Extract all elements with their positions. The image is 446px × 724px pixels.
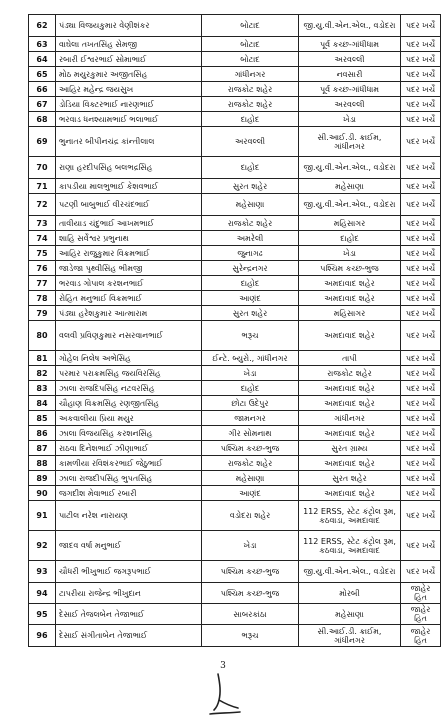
row-number: 87 xyxy=(29,441,56,456)
row-number: 72 xyxy=(29,194,56,216)
table-row xyxy=(29,261,441,276)
from-location: સાબરકાંઠા xyxy=(202,604,299,625)
employee-name: ડોડિયા વિક્ટરભાઈ નારણભાઈ xyxy=(56,97,202,112)
transfer-type: પદર ખર્ચે xyxy=(401,381,441,396)
to-location: મહેસાણા xyxy=(299,179,401,194)
to-location: સી.આઈ.ડી. ક્રાઈમ, ગાંધીનગર xyxy=(299,127,401,157)
row-number: 80 xyxy=(29,321,56,351)
to-location: મહેસાણા xyxy=(299,604,401,625)
transfer-type: પદર ખર્ચે xyxy=(401,52,441,67)
to-location: ખેડા xyxy=(299,246,401,261)
from-location: સુરત શહેર xyxy=(202,306,299,321)
table-row xyxy=(29,246,441,261)
from-location: આણંદ xyxy=(202,486,299,501)
to-location: પૂર્વ કચ્છ-ગાંધીધામ xyxy=(299,82,401,97)
row-number: 96 xyxy=(29,625,56,647)
employee-name: તાવીયાડ ચંદુભાઈ આખમભાઈ xyxy=(56,216,202,231)
from-location: દાહોદ xyxy=(202,276,299,291)
transfer-type: પદર ખર્ચે xyxy=(401,37,441,52)
table-row xyxy=(29,531,441,561)
from-location: ભરૂચ xyxy=(202,321,299,351)
row-number: 90 xyxy=(29,486,56,501)
table-row xyxy=(29,411,441,426)
from-location: ગીર સોમનાથ xyxy=(202,426,299,441)
from-location: ગાંધીનગર xyxy=(202,67,299,82)
employee-name: ઝાલા રાજદીપસિંહ ભુપતસિંહ xyxy=(56,471,202,486)
row-number: 66 xyxy=(29,82,56,97)
from-location: વડોદરા શહેર xyxy=(202,501,299,531)
row-number: 64 xyxy=(29,52,56,67)
transfer-type: પદર ખર્ચે xyxy=(401,321,441,351)
transfer-type: પદર ખર્ચે xyxy=(401,486,441,501)
row-number: 91 xyxy=(29,501,56,531)
transfer-type: જાહેર હિત xyxy=(401,583,441,604)
transfer-type: પદર ખર્ચે xyxy=(401,67,441,82)
to-location: સુરત શહેર xyxy=(299,471,401,486)
table-row xyxy=(29,291,441,306)
signature-icon xyxy=(204,670,244,718)
employee-name: રોહિત મનુભાઈ વિક્રમભાઈ xyxy=(56,291,202,306)
transfer-type: પદર ખર્ચે xyxy=(401,216,441,231)
to-location: અમદાવાદ શહેર xyxy=(299,396,401,411)
to-location: મોરબી xyxy=(299,583,401,604)
employee-name: રબારી ઈશ્વરભાઈ સોમાભાઈ xyxy=(56,52,202,67)
table-row xyxy=(29,216,441,231)
from-location: દાહોદ xyxy=(202,381,299,396)
table-row xyxy=(29,381,441,396)
to-location: અરવલ્લી xyxy=(299,52,401,67)
table-row xyxy=(29,583,441,604)
table-row xyxy=(29,396,441,411)
from-location: સુરેન્દ્રનગર xyxy=(202,261,299,276)
from-location: ખેડા xyxy=(202,366,299,381)
table-row xyxy=(29,67,441,82)
to-location: અમદાવાદ શહેર xyxy=(299,321,401,351)
employee-name: જાદવ વર્ષા મનુભાઈ xyxy=(56,531,202,561)
table-row xyxy=(29,306,441,321)
employee-name: પટણી બાબુભાઈ વીરચંદભાઈ xyxy=(56,194,202,216)
table-row xyxy=(29,194,441,216)
from-location: પશ્ચિમ કચ્છ-ભુજ xyxy=(202,441,299,456)
from-location: રાજકોટ શહેર xyxy=(202,216,299,231)
from-location: ઈન્ટે. બ્યુરો., ગાંધીનગર xyxy=(202,351,299,366)
transfer-type: પદર ખર્ચે xyxy=(401,501,441,531)
from-location: મહેસાણા xyxy=(202,471,299,486)
employee-name: દેસાઈ તેજલબેન તેજાભાઈ xyxy=(56,604,202,625)
transfer-type: જાહેર હિત xyxy=(401,604,441,625)
employee-name: જાડેજા પૃથ્વીસિંહ ભીમજી xyxy=(56,261,202,276)
row-number: 81 xyxy=(29,351,56,366)
employee-name: ભુનાતર બીપીનચંદ્ર કાંન્તીલાલ xyxy=(56,127,202,157)
row-number: 79 xyxy=(29,306,56,321)
table-row xyxy=(29,426,441,441)
from-location: દાહોદ xyxy=(202,157,299,179)
row-number: 62 xyxy=(29,15,56,37)
transfer-type: પદર ખર્ચે xyxy=(401,291,441,306)
to-location: તાપી xyxy=(299,351,401,366)
to-location: ખેડા xyxy=(299,112,401,127)
from-location: રાજકોટ શહેર xyxy=(202,97,299,112)
transfer-type: પદર ખર્ચે xyxy=(401,112,441,127)
transfer-type: પદર ખર્ચે xyxy=(401,366,441,381)
to-location: મહિસાગર xyxy=(299,216,401,231)
row-number: 86 xyxy=(29,426,56,441)
employee-name: પંડ્યા વિજયકુમાર વેણીશંકર xyxy=(56,15,202,37)
row-number: 63 xyxy=(29,37,56,52)
employee-name: પાટીલ નરેશ નારાયણ xyxy=(56,501,202,531)
to-location: રાજકોટ શહેર xyxy=(299,366,401,381)
table-row xyxy=(29,351,441,366)
employee-name: અકવાલીયા પ્રિયા મયુર xyxy=(56,411,202,426)
transfer-type: પદર ખર્ચે xyxy=(401,531,441,561)
to-location: અમદાવાદ શહેર xyxy=(299,456,401,471)
table-row xyxy=(29,604,441,625)
table-row xyxy=(29,97,441,112)
from-location: સુરત શહેર xyxy=(202,179,299,194)
transfer-type: પદર ખર્ચે xyxy=(401,179,441,194)
table-row xyxy=(29,112,441,127)
employee-name: જગદીશ મેવાભાઈ રબારી xyxy=(56,486,202,501)
row-number: 89 xyxy=(29,471,56,486)
from-location: ભરૂચ xyxy=(202,625,299,647)
employee-name: ઝાલા વિજયસિંહ કરશનસિંહ xyxy=(56,426,202,441)
transfer-type: પદર ખર્ચે xyxy=(401,261,441,276)
transfer-type: પદર ખર્ચે xyxy=(401,246,441,261)
from-location: દાહોદ xyxy=(202,112,299,127)
to-location: અમદાવાદ શહેર xyxy=(299,291,401,306)
to-location: નવસારી xyxy=(299,67,401,82)
from-location: પશ્ચિમ કચ્છ-ભુજ xyxy=(202,561,299,583)
table-row xyxy=(29,37,441,52)
transfer-type: પદર ખર્ચે xyxy=(401,231,441,246)
row-number: 83 xyxy=(29,381,56,396)
table-row xyxy=(29,456,441,471)
table-row xyxy=(29,441,441,456)
to-location: 112 ERSS, સ્ટેટ કંટ્રોલ રૂમ, કઠવાડા, અમદાવાદ xyxy=(299,531,401,561)
row-number: 92 xyxy=(29,531,56,561)
row-number: 88 xyxy=(29,456,56,471)
to-location: અમદાવાદ શહેર xyxy=(299,381,401,396)
from-location: અમરેલી xyxy=(202,231,299,246)
to-location: અમદાવાદ શહેર xyxy=(299,486,401,501)
row-number: 95 xyxy=(29,604,56,625)
row-number: 85 xyxy=(29,411,56,426)
table-row xyxy=(29,127,441,157)
to-location: સુરત ગ્રામ્ય xyxy=(299,441,401,456)
table-row xyxy=(29,366,441,381)
from-location: પશ્ચિમ કચ્છ-ભુજ xyxy=(202,583,299,604)
table-row xyxy=(29,82,441,97)
row-number: 65 xyxy=(29,67,56,82)
employee-name: ભરવાડ ધનશ્યામભાઈ ભલાભાઈ xyxy=(56,112,202,127)
to-location: મહિસાગર xyxy=(299,306,401,321)
row-number: 73 xyxy=(29,216,56,231)
from-location: રાજકોટ શહેર xyxy=(202,456,299,471)
to-location: સી.આઈ.ડી. ક્રાઈમ, ગાંધીનગર xyxy=(299,625,401,647)
employee-name: આહિર મહેન્દ્ર જયસુખ xyxy=(56,82,202,97)
employee-name: વાઘેલા તખતસિંહ સેમજી xyxy=(56,37,202,52)
from-location: બોટાદ xyxy=(202,15,299,37)
transfer-type: પદર ખર્ચે xyxy=(401,97,441,112)
row-number: 77 xyxy=(29,276,56,291)
row-number: 75 xyxy=(29,246,56,261)
to-location: દાહોદ xyxy=(299,231,401,246)
employee-name: ટાપરીયા રાજેન્દ્ર ભીખુદાન xyxy=(56,583,202,604)
table-row xyxy=(29,486,441,501)
row-number: 78 xyxy=(29,291,56,306)
employee-name: મોઠ મયુરકુમાર અજીતસિંહ xyxy=(56,67,202,82)
row-number: 93 xyxy=(29,561,56,583)
transfer-type: પદર ખર્ચે xyxy=(401,456,441,471)
transfer-type: પદર ખર્ચે xyxy=(401,561,441,583)
table-row xyxy=(29,561,441,583)
row-number: 82 xyxy=(29,366,56,381)
transfer-type: પદર ખર્ચે xyxy=(401,411,441,426)
from-location: જામનગર xyxy=(202,411,299,426)
table-row xyxy=(29,15,441,37)
employee-name: પંડ્યા હરેશકુમાર આત્મારામ xyxy=(56,306,202,321)
transfer-type: પદર ખર્ચે xyxy=(401,82,441,97)
employee-name: ચૌહાણ વિક્રમસિંહ રણજીતસિંહ xyxy=(56,396,202,411)
transfer-type: પદર ખર્ચે xyxy=(401,426,441,441)
employee-name: વલવી પ્રવિણકુમાર નસરવાનભાઈ xyxy=(56,321,202,351)
to-location: અરવલ્લી xyxy=(299,97,401,112)
to-location: ગાંધીનગર xyxy=(299,411,401,426)
table-row xyxy=(29,501,441,531)
transfer-table xyxy=(28,14,441,647)
transfer-type: પદર ખર્ચે xyxy=(401,441,441,456)
from-location: છોટા ઉદેપુર xyxy=(202,396,299,411)
employee-name: ઝાલા રાજદિપસિંહ નટવરસિંહ xyxy=(56,381,202,396)
table-row xyxy=(29,179,441,194)
row-number: 74 xyxy=(29,231,56,246)
row-number: 94 xyxy=(29,583,56,604)
row-number: 70 xyxy=(29,157,56,179)
row-number: 84 xyxy=(29,396,56,411)
from-location: ખેડા xyxy=(202,531,299,561)
to-location: પૂર્વ કચ્છ-ગાંધીધામ xyxy=(299,37,401,52)
to-location: અમદાવાદ શહેર xyxy=(299,276,401,291)
employee-name: રાણા હરદીપસિંહ બલભદ્રસિંહ xyxy=(56,157,202,179)
from-location: મહેસાણા xyxy=(202,194,299,216)
from-location: બોટાદ xyxy=(202,52,299,67)
employee-name: રાઠવા દિનેશભાઈ ઝીણાભાઈ xyxy=(56,441,202,456)
table-row xyxy=(29,625,441,647)
to-location: અમદાવાદ શહેર xyxy=(299,426,401,441)
to-location: જી.યુ.વી.એન.એલ., વડોદરા xyxy=(299,194,401,216)
employee-name: ગોહેલ નિલેષ અભેસિંહ xyxy=(56,351,202,366)
table-row xyxy=(29,231,441,246)
row-number: 69 xyxy=(29,127,56,157)
from-location: બોટાદ xyxy=(202,37,299,52)
transfer-type: પદર ખર્ચે xyxy=(401,194,441,216)
transfer-table-body xyxy=(29,15,441,647)
row-number: 76 xyxy=(29,261,56,276)
transfer-type: પદર ખર્ચે xyxy=(401,276,441,291)
transfer-type: પદર ખર્ચે xyxy=(401,157,441,179)
transfer-type: પદર ખર્ચે xyxy=(401,306,441,321)
employee-name: ભરવાડ ગોપાલ કરશનભાઈ xyxy=(56,276,202,291)
transfer-type: પદર ખર્ચે xyxy=(401,351,441,366)
transfer-type: પદર ખર્ચે xyxy=(401,471,441,486)
from-location: રાજકોટ શહેર xyxy=(202,82,299,97)
from-location: અરવલ્લી xyxy=(202,127,299,157)
employee-name: શાહિ સર્વેશ્વર પ્રભુનાથ xyxy=(56,231,202,246)
employee-name: આહિર રાજુકુમાર વિક્રમભાઈ xyxy=(56,246,202,261)
row-number: 68 xyxy=(29,112,56,127)
transfer-type: પદર ખર્ચે xyxy=(401,127,441,157)
to-location: જી.યુ.વી.એન.એલ., વડોદરા xyxy=(299,561,401,583)
employee-name: કાપડીયા માલભુભાઈ કેશવભાઈ xyxy=(56,179,202,194)
from-location: જુનાગઢ xyxy=(202,246,299,261)
to-location: જી.યુ.વી.એન.એલ., વડોદરા xyxy=(299,157,401,179)
to-location: 112 ERSS, સ્ટેટ કંટ્રોલ રૂમ, કઠવાડા, અમદાવાદ xyxy=(299,501,401,531)
row-number: 71 xyxy=(29,179,56,194)
transfer-type: જાહેર હિત xyxy=(401,625,441,647)
table-row xyxy=(29,321,441,351)
employee-name: ચૌધરી ભીખુભાઈ જગરૂપભાઈ xyxy=(56,561,202,583)
employee-name: પરમાર પરાક્રમસિંહ જયવિરસિંહ xyxy=(56,366,202,381)
page-number: 3 xyxy=(220,661,226,671)
from-location: આણંદ xyxy=(202,291,299,306)
to-location: પશ્ચિમ કચ્છ-ભુજ xyxy=(299,261,401,276)
table-row xyxy=(29,471,441,486)
transfer-type: પદર ખર્ચે xyxy=(401,396,441,411)
row-number: 67 xyxy=(29,97,56,112)
employee-name: કામળીયા રવિશંકરભાઈ જેઠુભાઈ xyxy=(56,456,202,471)
table-row xyxy=(29,52,441,67)
table-row xyxy=(29,276,441,291)
transfer-type: પદર ખર્ચે xyxy=(401,15,441,37)
to-location: જી.યુ.વી.એન.એલ., વડોદરા xyxy=(299,15,401,37)
employee-name: દેસાઈ સંગીતાબેન તેજાભાઈ xyxy=(56,625,202,647)
table-row xyxy=(29,157,441,179)
